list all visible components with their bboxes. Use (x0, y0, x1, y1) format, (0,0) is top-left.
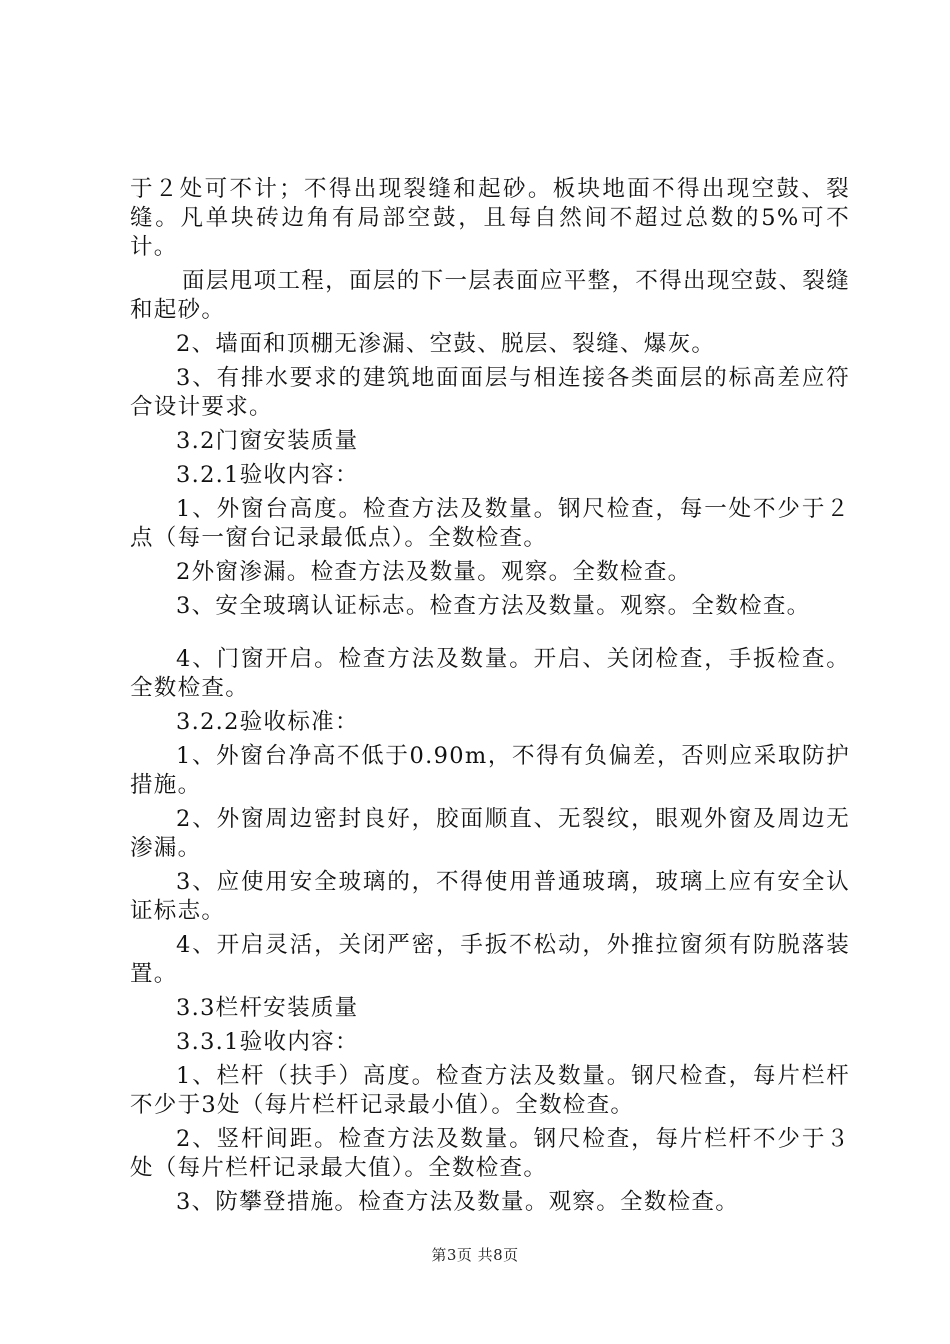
paragraph-sill-height: 1、外窗台高度。检查方法及数量。钢尺检查，每一处不少于２点（每一窗台记录最低点）。全数检查。 (130, 496, 850, 551)
heading-door-window-inspection: 3.2.1验收内容： (176, 462, 359, 488)
paragraph-deferred-items: 面层甩项工程，面层的下一层表面应平整，不得出现空鼓、裂缝和起砂。 (130, 268, 850, 323)
paragraph-glass-standard: 3、应使用安全玻璃的，不得使用普通玻璃，玻璃上应有安全认证标志。 (130, 869, 850, 924)
paragraph-anti-climb: 3、防攀登措施。检查方法及数量。观察。全数检查。 (176, 1189, 740, 1215)
page-number-footer: 第3页 共8页 (431, 1246, 519, 1264)
paragraph-seal-standard: 2、外窗周边密封良好，胶面顺直、无裂纹，眼观外窗及周边无渗漏。 (130, 806, 850, 861)
paragraph-baluster-spacing: 2、竖杆间距。检查方法及数量。钢尺检查，每片栏杆不少于３处（每片栏杆记录最大值）。全数检查。 (130, 1126, 850, 1181)
paragraph-window-opening: 4、门窗开启。检查方法及数量。开启、关闭检查，手扳检查。全数检查。 (130, 646, 850, 701)
paragraph-drainage-floor: 3、有排水要求的建筑地面面层与相连接各类面层的标高差应符合设计要求。 (130, 365, 850, 420)
paragraph-wall-ceiling: 2、墙面和顶棚无渗漏、空鼓、脱层、裂缝、爆灰。 (176, 331, 716, 357)
paragraph-continuation: 于２处可不计；不得出现裂缝和起砂。板块地面不得出现空鼓、裂缝。凡单块砖边角有局部空鼓，且每自然间不超过总数的5%可不计。 (130, 176, 850, 260)
heading-door-window-quality: 3.2门窗安装质量 (176, 428, 359, 454)
paragraph-safety-glass-mark: 3、安全玻璃认证标志。检查方法及数量。观察。全数检查。 (176, 593, 811, 619)
paragraph-window-leakage: 2外窗渗漏。检查方法及数量。观察。全数检查。 (176, 559, 692, 585)
heading-railing-quality: 3.3栏杆安装质量 (176, 995, 359, 1021)
paragraph-railing-height: 1、栏杆（扶手）高度。检查方法及数量。钢尺检查，每片栏杆不少于3处（每片栏杆记录最小值）。全数检查。 (130, 1063, 850, 1118)
paragraph-sill-standard: 1、外窗台净高不低于0.90m，不得有负偏差，否则应采取防护措施。 (130, 743, 850, 798)
heading-door-window-standards: 3.2.2验收标准： (176, 709, 359, 735)
document-body (130, 175, 850, 1222)
paragraph-opening-standard: 4、开启灵活，关闭严密，手扳不松动，外推拉窗须有防脱落装置。 (130, 932, 850, 987)
heading-railing-inspection: 3.3.1验收内容： (176, 1029, 359, 1055)
